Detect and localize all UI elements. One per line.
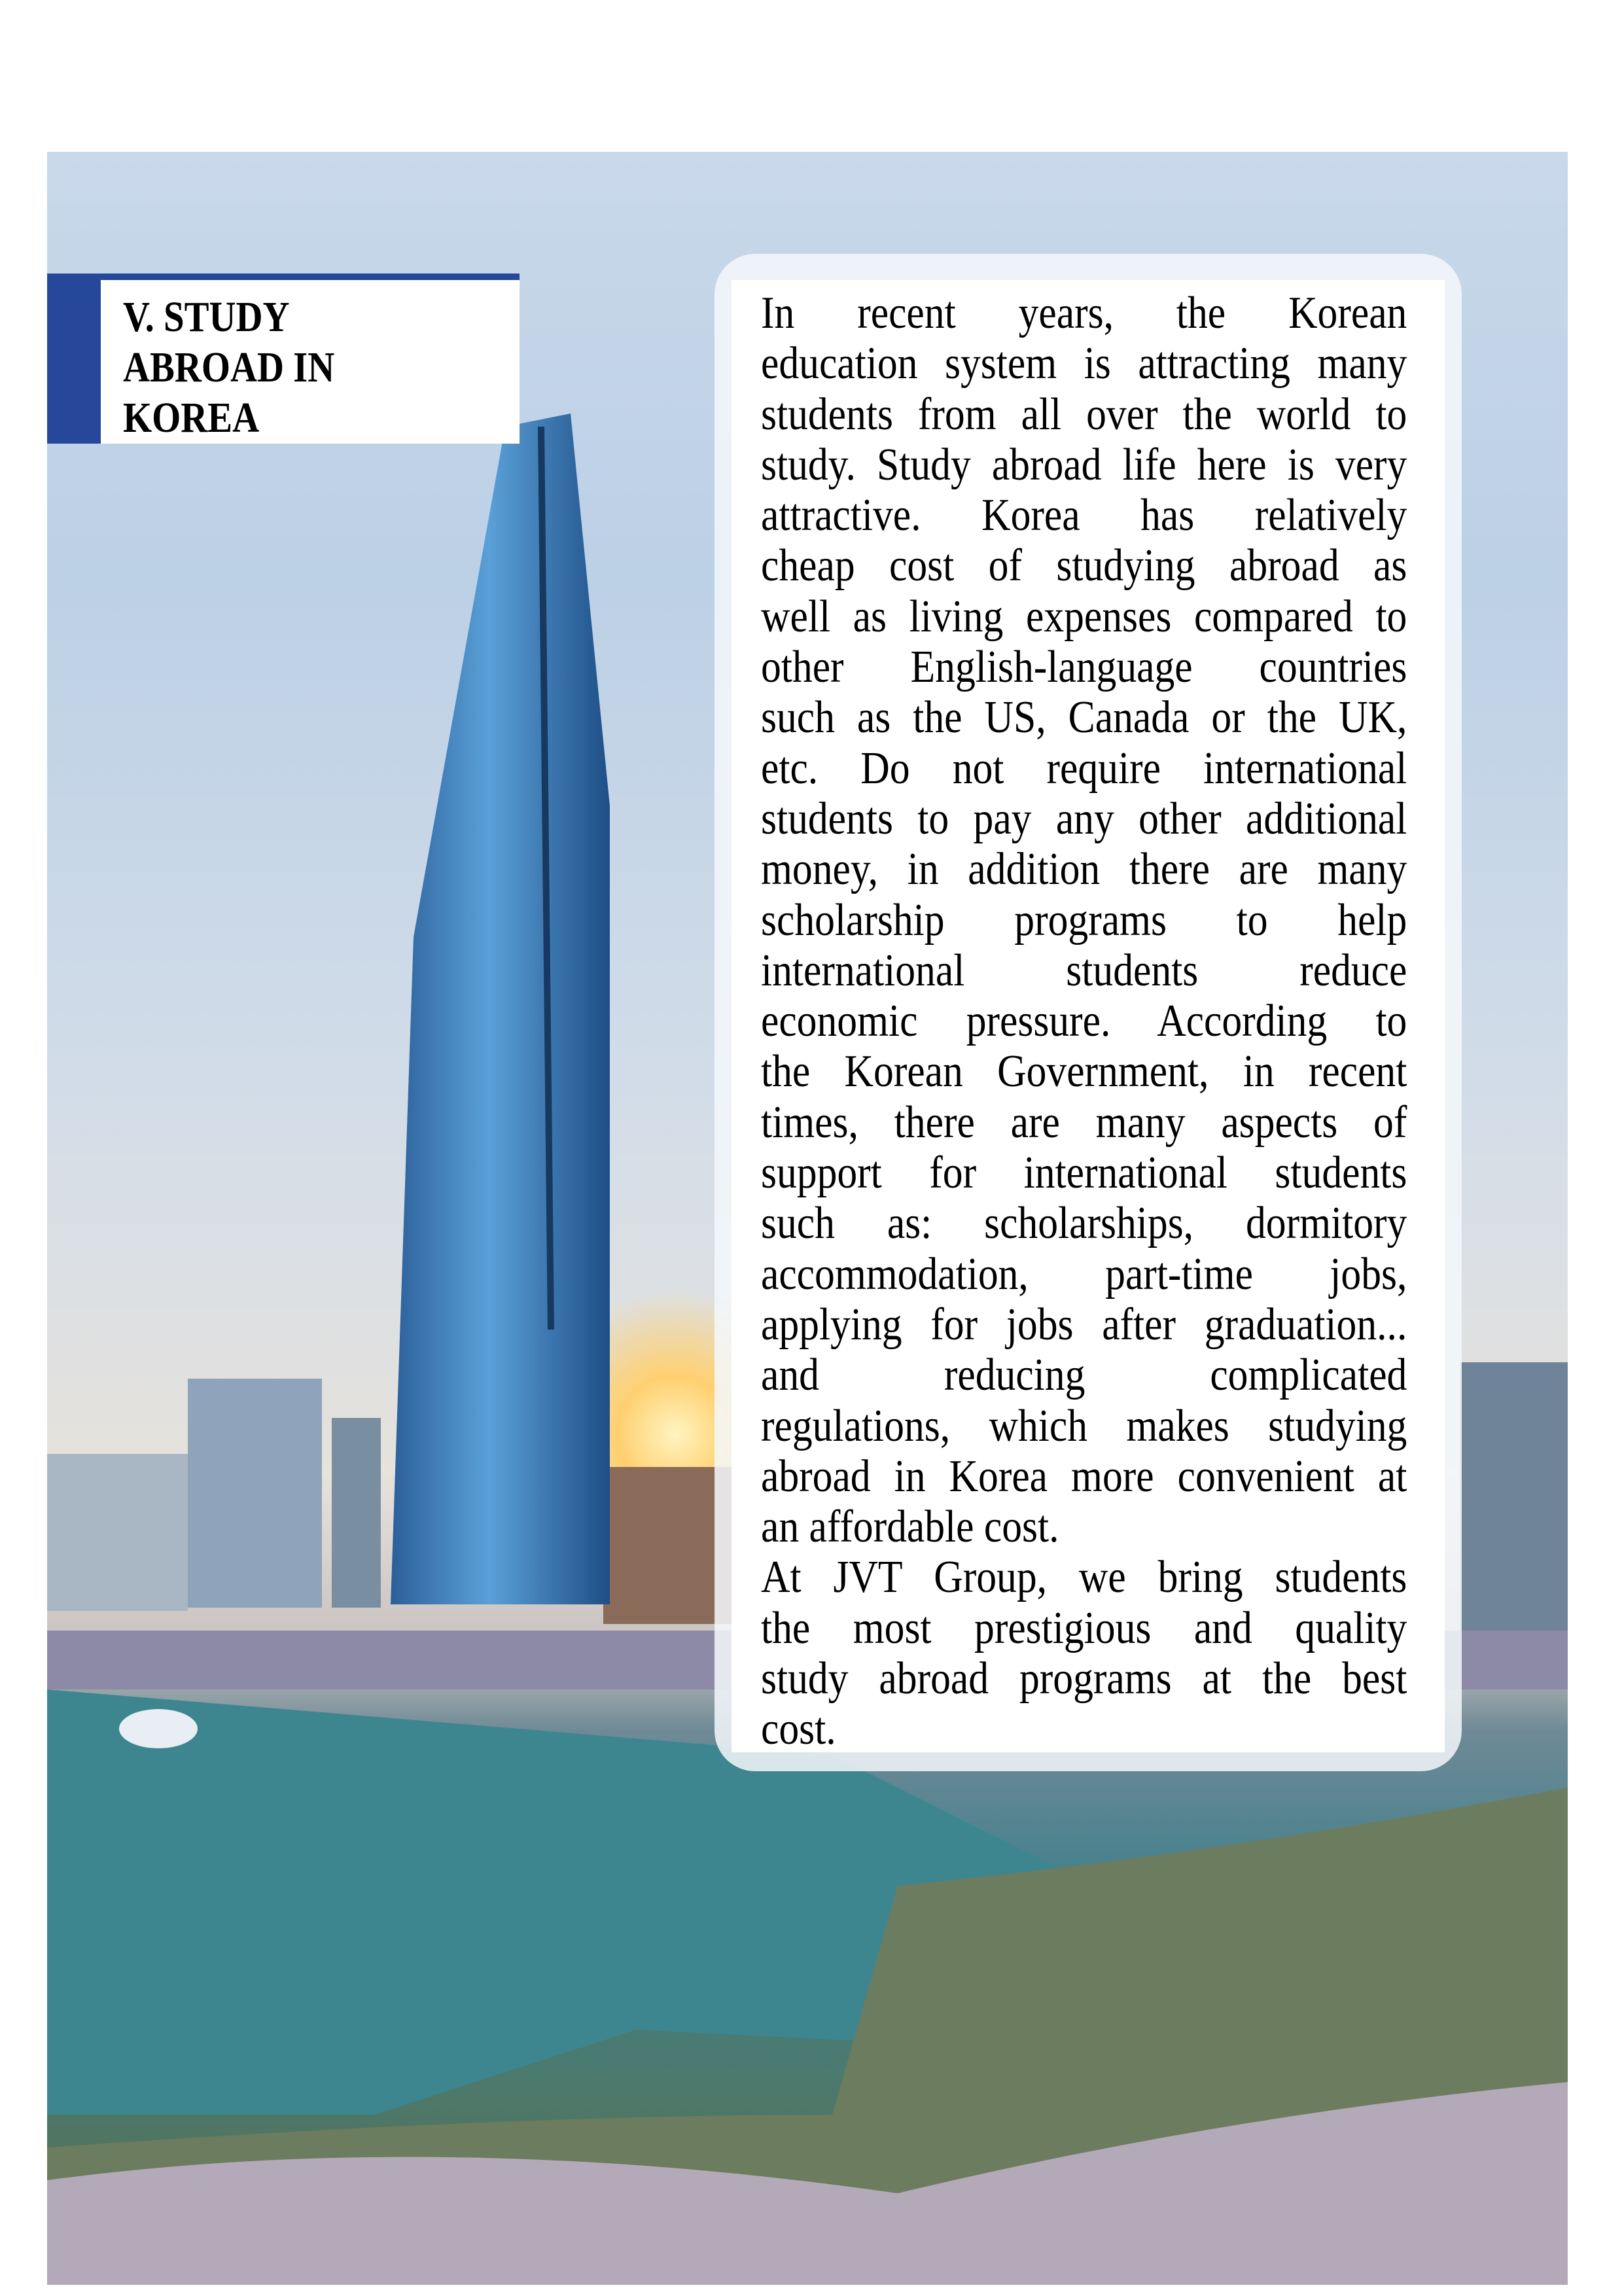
section-title-line: ABROAD IN — [123, 344, 335, 391]
body-text-line: education system is attracting many — [761, 338, 1407, 389]
section-title-line: V. STUDY — [123, 293, 290, 341]
body-text-line: scholarship programs to help — [761, 894, 1407, 945]
body-text-line: students to pay any other additional — [761, 793, 1407, 844]
body-text-line: the Korean Government, in recent — [761, 1046, 1407, 1097]
section-title — [123, 292, 334, 443]
body-text-line: such as the US, Canada or the UK, — [761, 692, 1407, 743]
body-text-line: In recent years, the Korean — [761, 288, 1407, 338]
section-heading-box — [47, 274, 520, 444]
body-text-line: attractive. Korea has relatively — [761, 490, 1407, 541]
body-text-line: well as living expenses compared to — [761, 591, 1407, 642]
body-text-line: cheap cost of studying abroad as — [761, 540, 1407, 592]
body-text-line: such as: scholarships, dormitory — [761, 1198, 1407, 1249]
body-text-line: money, in addition there are many — [761, 844, 1407, 895]
body-text-line: study abroad programs at the best — [761, 1653, 1407, 1704]
body-text-line: applying for jobs after graduation... — [761, 1299, 1407, 1350]
body-text-line: accommodation, part-time jobs, — [761, 1248, 1407, 1299]
body-text-line: economic pressure. According to — [761, 996, 1407, 1047]
body-text-line: and reducing complicated — [761, 1350, 1407, 1401]
body-text-line: times, there are many aspects of — [761, 1097, 1407, 1148]
body-text-line: cost. — [761, 1704, 836, 1755]
body-text-line: an affordable cost. — [761, 1502, 1059, 1553]
body-text-line: abroad in Korea more convenient at — [761, 1451, 1407, 1502]
body-text-line: etc. Do not require international — [761, 743, 1407, 794]
body-text-line: study. Study abroad life here is very — [761, 439, 1407, 490]
body-text-line: other English-language countries — [761, 642, 1407, 693]
body-text — [761, 288, 1407, 1755]
body-text-line: students from all over the world to — [761, 389, 1407, 440]
body-text-line: At JVT Group, we bring students — [761, 1552, 1407, 1603]
body-text-line: the most prestigious and quality — [761, 1602, 1407, 1653]
section-heading-panel — [101, 280, 520, 444]
body-text-line: regulations, which makes studying — [761, 1400, 1407, 1451]
body-text-line: international students reduce — [761, 945, 1407, 996]
section-title-line: KOREA — [123, 394, 260, 442]
body-text-line: support for international students — [761, 1148, 1407, 1199]
